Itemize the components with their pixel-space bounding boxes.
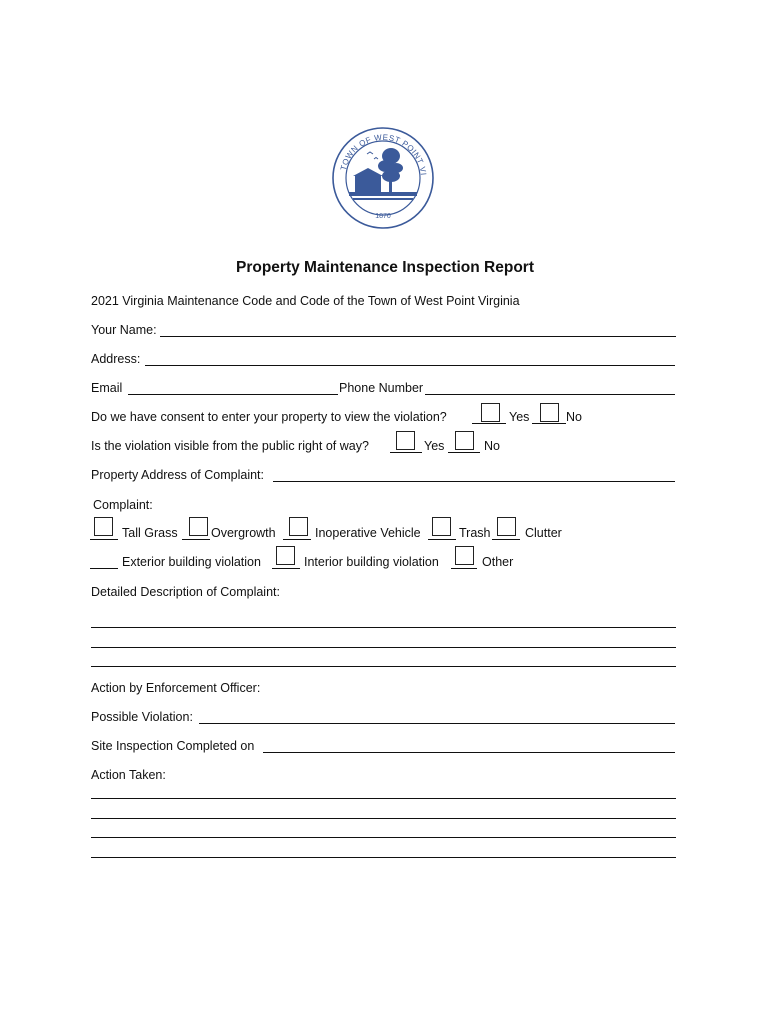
other-underline <box>451 568 477 569</box>
exterior-underline <box>90 568 118 569</box>
action-taken-line-3[interactable] <box>91 837 676 838</box>
interior-label: Interior building violation <box>304 555 439 569</box>
address-field[interactable] <box>145 365 675 366</box>
action-enforcement-label: Action by Enforcement Officer: <box>91 681 261 695</box>
consent-no-label: No <box>566 410 582 424</box>
visible-yes-checkbox[interactable] <box>396 431 415 450</box>
email-label: Email <box>91 381 123 395</box>
inoperative-vehicle-label: Inoperative Vehicle <box>315 526 421 540</box>
visible-question: Is the violation visible from the public right of way? <box>91 439 369 453</box>
your-name-field[interactable] <box>160 336 676 337</box>
tall-grass-underline <box>90 539 118 540</box>
overgrowth-checkbox[interactable] <box>189 517 208 536</box>
inoperative-vehicle-underline <box>283 539 311 540</box>
phone-field[interactable] <box>425 394 675 395</box>
overgrowth-underline <box>182 539 210 540</box>
site-inspection-label: Site Inspection Completed on <box>91 739 255 753</box>
subtitle: 2021 Virginia Maintenance Code and Code of the Town of West Point Virginia <box>91 294 520 308</box>
visible-yes-label: Yes <box>424 439 445 453</box>
other-label: Other <box>482 555 514 569</box>
exterior-checkbox[interactable] <box>276 546 295 565</box>
possible-violation-label: Possible Violation: <box>91 710 193 724</box>
your-name-label: Your Name: <box>91 323 157 337</box>
action-taken-line-4[interactable] <box>91 857 676 858</box>
trash-checkbox[interactable] <box>432 517 451 536</box>
consent-yes-underline <box>472 423 506 424</box>
description-line-2[interactable] <box>91 647 676 648</box>
complaint-label: Complaint: <box>93 498 153 512</box>
property-address-label: Property Address of Complaint: <box>91 468 264 482</box>
action-taken-label: Action Taken: <box>91 768 166 782</box>
consent-yes-checkbox[interactable] <box>481 403 500 422</box>
visible-no-underline <box>448 452 480 453</box>
visible-yes-underline <box>390 452 422 453</box>
site-inspection-field[interactable] <box>263 752 675 753</box>
visible-no-label: No <box>484 439 500 453</box>
action-taken-line-1[interactable] <box>91 798 676 799</box>
clutter-label: Clutter <box>525 526 562 540</box>
email-field[interactable] <box>128 394 338 395</box>
possible-violation-field[interactable] <box>199 723 675 724</box>
tall-grass-checkbox[interactable] <box>94 517 113 536</box>
seal-year: 1870 <box>375 213 391 220</box>
consent-no-checkbox[interactable] <box>540 403 559 422</box>
trash-label: Trash <box>459 526 491 540</box>
overgrowth-label: Overgrowth <box>211 526 276 540</box>
town-seal-logo <box>331 126 435 230</box>
interior-underline <box>272 568 300 569</box>
detailed-description-label: Detailed Description of Complaint: <box>91 585 280 599</box>
trash-underline <box>428 539 456 540</box>
action-taken-line-2[interactable] <box>91 818 676 819</box>
address-label: Address: <box>91 352 141 366</box>
seal-ring-text: TOWN OF WEST POINT VI <box>338 132 428 177</box>
clutter-checkbox[interactable] <box>497 517 516 536</box>
page-title: Property Maintenance Inspection Report <box>236 259 534 276</box>
visible-no-checkbox[interactable] <box>455 431 474 450</box>
tall-grass-label: Tall Grass <box>122 526 178 540</box>
phone-label: Phone Number <box>339 381 424 395</box>
interior-checkbox[interactable] <box>455 546 474 565</box>
exterior-label: Exterior building violation <box>122 555 261 569</box>
description-line-3[interactable] <box>91 666 676 667</box>
consent-yes-label: Yes <box>509 410 530 424</box>
clutter-underline <box>492 539 520 540</box>
description-line-1[interactable] <box>91 627 676 628</box>
consent-no-underline <box>532 423 566 424</box>
inoperative-vehicle-checkbox[interactable] <box>289 517 308 536</box>
consent-question: Do we have consent to enter your property to view the violation? <box>91 410 447 424</box>
property-address-field[interactable] <box>273 481 675 482</box>
